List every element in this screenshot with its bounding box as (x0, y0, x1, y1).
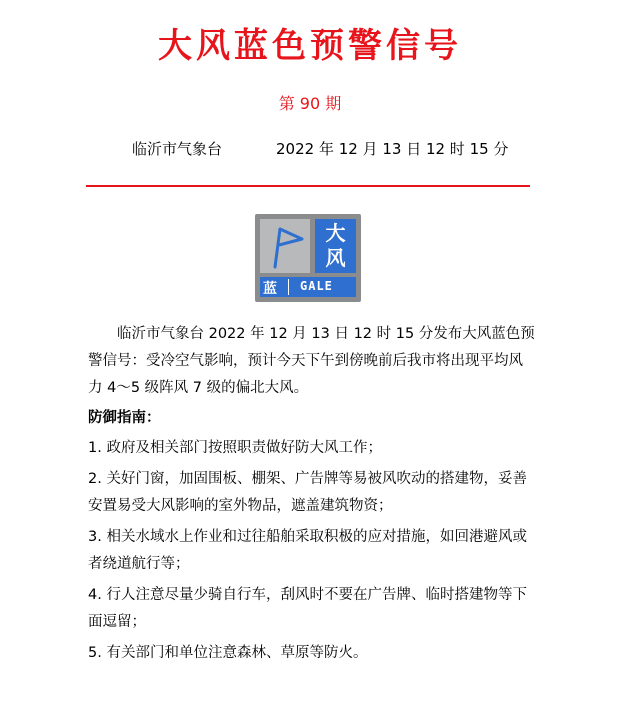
signal-level-bar (260, 277, 356, 297)
guide-heading: 防御指南： (88, 410, 161, 426)
issue-number: 第 90 期 (278, 94, 342, 113)
guide-item: 1. 政府及相关部门按照职责做好防大风工作； (88, 440, 382, 456)
warning-content (88, 321, 536, 667)
red-divider (86, 185, 530, 187)
guide-item: 5. 有关部门和单位注意森林、草原等防火。 (88, 645, 368, 661)
gale-flag-icon (260, 219, 310, 273)
signal-char-bottom: 风 (325, 246, 346, 270)
gale-blue-signal-icon (255, 214, 361, 302)
guide-item: 3. 相关水域水上作业和过往船舶采取积极的应对措施，如回港避风或者绕道航行等； (88, 529, 527, 572)
signal-char-panel (315, 219, 356, 273)
signal-english-label: GALE (300, 279, 333, 293)
guide-item: 4. 行人注意尽量少骑自行车，刮风时不要在广告牌、临时搭建物等下面逗留； (88, 587, 527, 630)
issuer-name: 临沂市气象台 (132, 140, 223, 158)
page-title: 大风蓝色预警信号 (158, 26, 462, 66)
warning-body: 临沂市气象台 2022 年 12 月 13 日 12 时 15 分发布大风蓝色预警信号：受冷空气影响，预计今天下午到傍晚前后我市将出现平均风力 4～5 级阵风 7 级的偏北大风。 (88, 326, 535, 396)
guide-item: 2. 关好门窗，加固围板、棚架、广告牌等易被风吹动的搭建物，妥善安置易受大风影响的室外物品，遮盖建筑物资； (88, 471, 527, 514)
signal-separator (288, 279, 289, 295)
signal-level-char: 蓝 (263, 281, 277, 297)
issue-time: 2022 年 12 月 13 日 12 时 15 分 (276, 140, 509, 158)
signal-char-top: 大 (325, 221, 346, 245)
